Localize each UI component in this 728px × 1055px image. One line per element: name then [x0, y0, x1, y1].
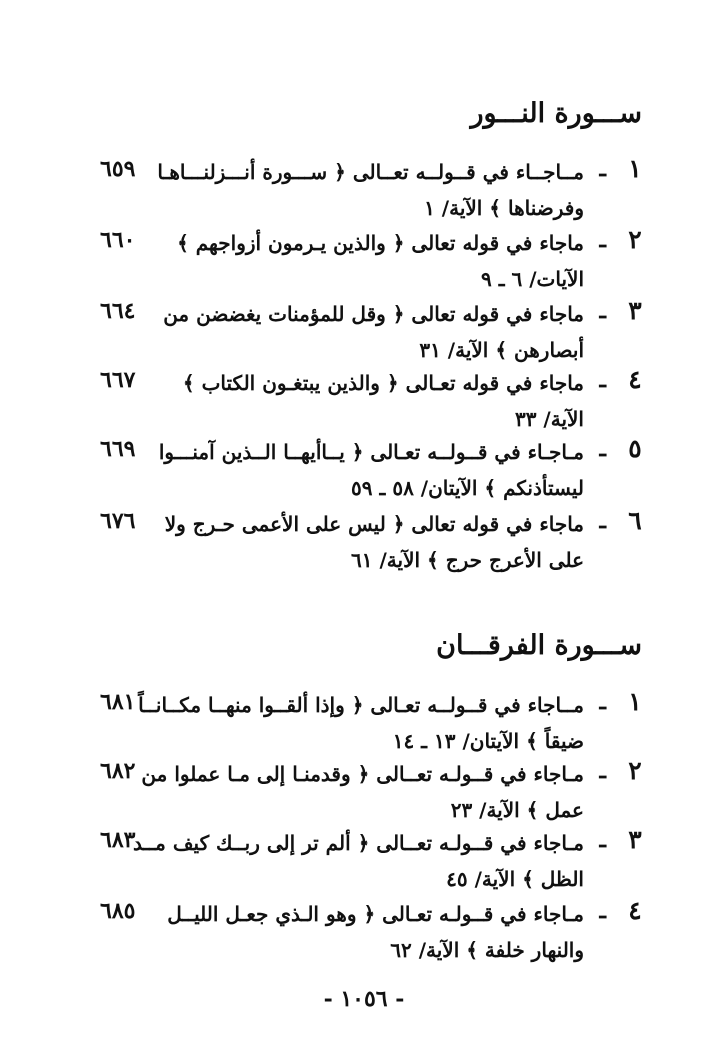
list-item [100, 825, 648, 901]
entry-text [167, 896, 584, 968]
entry-line-2: ليستأذنكم ﴾ الآيتان/ ٥٨ ـ ٥٩ [351, 476, 584, 500]
entry-page-number: ٦٧٦ [100, 508, 136, 534]
entry-line-2: الظل ﴾ الآية/ ٤٥ [446, 867, 584, 891]
entry-line-1: مـاجاء في قــولـه تعـالى ﴿ وهو الـذي جعـل الليــل [167, 902, 584, 926]
entry-page-number: ٦٥٩ [100, 156, 136, 182]
list-item [100, 896, 648, 972]
entry-line-2: والنهار خلفة ﴾ الآية/ ٦٢ [390, 938, 584, 962]
list-item [100, 687, 648, 763]
entry-dash: ـ [599, 689, 606, 715]
list-item [100, 225, 648, 301]
entry-number: ١ [628, 154, 642, 183]
entry-text [164, 506, 584, 578]
entry-page-number: ٦٦٩ [100, 436, 136, 462]
entry-line-2: أبصارهن ﴾ الآية/ ٣١ [419, 338, 584, 362]
entry-number: ٣ [628, 825, 642, 854]
list-item [100, 756, 648, 832]
entry-text [141, 756, 584, 828]
entry-dash: ـ [599, 508, 606, 534]
entry-line-2: الآية/ ٣٣ [514, 407, 584, 431]
entry-dash: ـ [599, 436, 606, 462]
entry-line-1: مـاجاء في قــولـه تعــالى ﴿ وقدمنـا إلى مـا عملوا من [141, 762, 584, 786]
entry-number: ٢ [628, 756, 642, 785]
entry-line-1: ماجاء في قوله تعالى ﴿ وقل للمؤمنات يغضضن من [163, 302, 584, 326]
list-item [100, 296, 648, 372]
entry-dash: ـ [599, 298, 606, 324]
entry-text [132, 825, 584, 897]
list-item [100, 506, 648, 582]
entry-dash: ـ [599, 758, 606, 784]
entry-dash: ـ [599, 227, 606, 253]
list-item [100, 365, 648, 441]
entry-text [138, 687, 584, 759]
entry-dash: ـ [599, 827, 606, 853]
entry-dash: ـ [599, 367, 606, 393]
section-title-an-nur: ســـورة النـــور [470, 98, 642, 129]
page-number-footer: - ١٠٥٦ - [323, 986, 405, 1012]
entry-line-2: ضيقاً ﴾ الآيتان/ ١٣ ـ ١٤ [392, 729, 584, 753]
entry-page-number: ٦٨١ [100, 689, 136, 715]
entry-line-1: مـاجـاء في قــولــه تعـالى ﴿ يــاأيهــا الــذين آمنـــوا [158, 440, 584, 464]
entry-text [158, 434, 584, 506]
entry-line-2: وفرضناها ﴾ الآية/ ١ [424, 196, 584, 220]
entry-page-number: ٦٨٢ [100, 758, 136, 784]
entry-number: ٣ [628, 296, 642, 325]
entry-page-number: ٦٦٧ [100, 367, 136, 393]
entry-text [163, 296, 584, 368]
entry-line-1: ماجاء في قوله تعـالى ﴿ والذين يبتغـون الكتاب ﴾ [182, 371, 584, 395]
entry-line-1: ماجاء في قوله تعالى ﴿ والذين يـرمون أزواجهم ﴾ [177, 231, 584, 255]
entry-text [157, 154, 584, 226]
entry-line-1: مــاجــاء في قــولــه تعــالى ﴿ ســـورة أنـــزلنـــاهـا [157, 160, 584, 184]
entry-line-2: عمل ﴾ الآية/ ٢٣ [450, 798, 584, 822]
entry-number: ٦ [628, 506, 642, 535]
list-item [100, 154, 648, 230]
entry-number: ٤ [628, 896, 642, 925]
entry-page-number: ٦٦٤ [100, 298, 136, 324]
entry-page-number: ٦٨٥ [100, 898, 136, 924]
entry-line-2: على الأعرج حرج ﴾ الآية/ ٦١ [351, 548, 584, 572]
entry-number: ٢ [628, 225, 642, 254]
entry-line-1: مــاجاء في قــولــه تعـالى ﴿ وإذا ألقــوا منهــا مكــانــاً [138, 693, 584, 717]
entry-dash: ـ [599, 156, 606, 182]
entry-number: ١ [628, 687, 642, 716]
entry-page-number: ٦٦٠ [100, 227, 136, 253]
entry-line-2: الآيات/ ٦ ـ ٩ [480, 267, 584, 291]
entry-text [177, 225, 584, 297]
entry-dash: ـ [599, 898, 606, 924]
entry-line-1: ماجاء في قوله تعالى ﴿ ليس على الأعمى حـرج ولا [164, 512, 584, 536]
entry-number: ٤ [628, 365, 642, 394]
entry-number: ٥ [628, 434, 642, 463]
entry-page-number: ٦٨٣ [100, 827, 136, 853]
section-title-al-furqan: ســـورة الفرقـــان [436, 630, 642, 661]
entry-text [182, 365, 584, 437]
list-item [100, 434, 648, 510]
entry-line-1: مـاجاء في قــولـه تعــالى ﴿ ألم تر إلى ربــك كيف مــد [132, 831, 584, 855]
